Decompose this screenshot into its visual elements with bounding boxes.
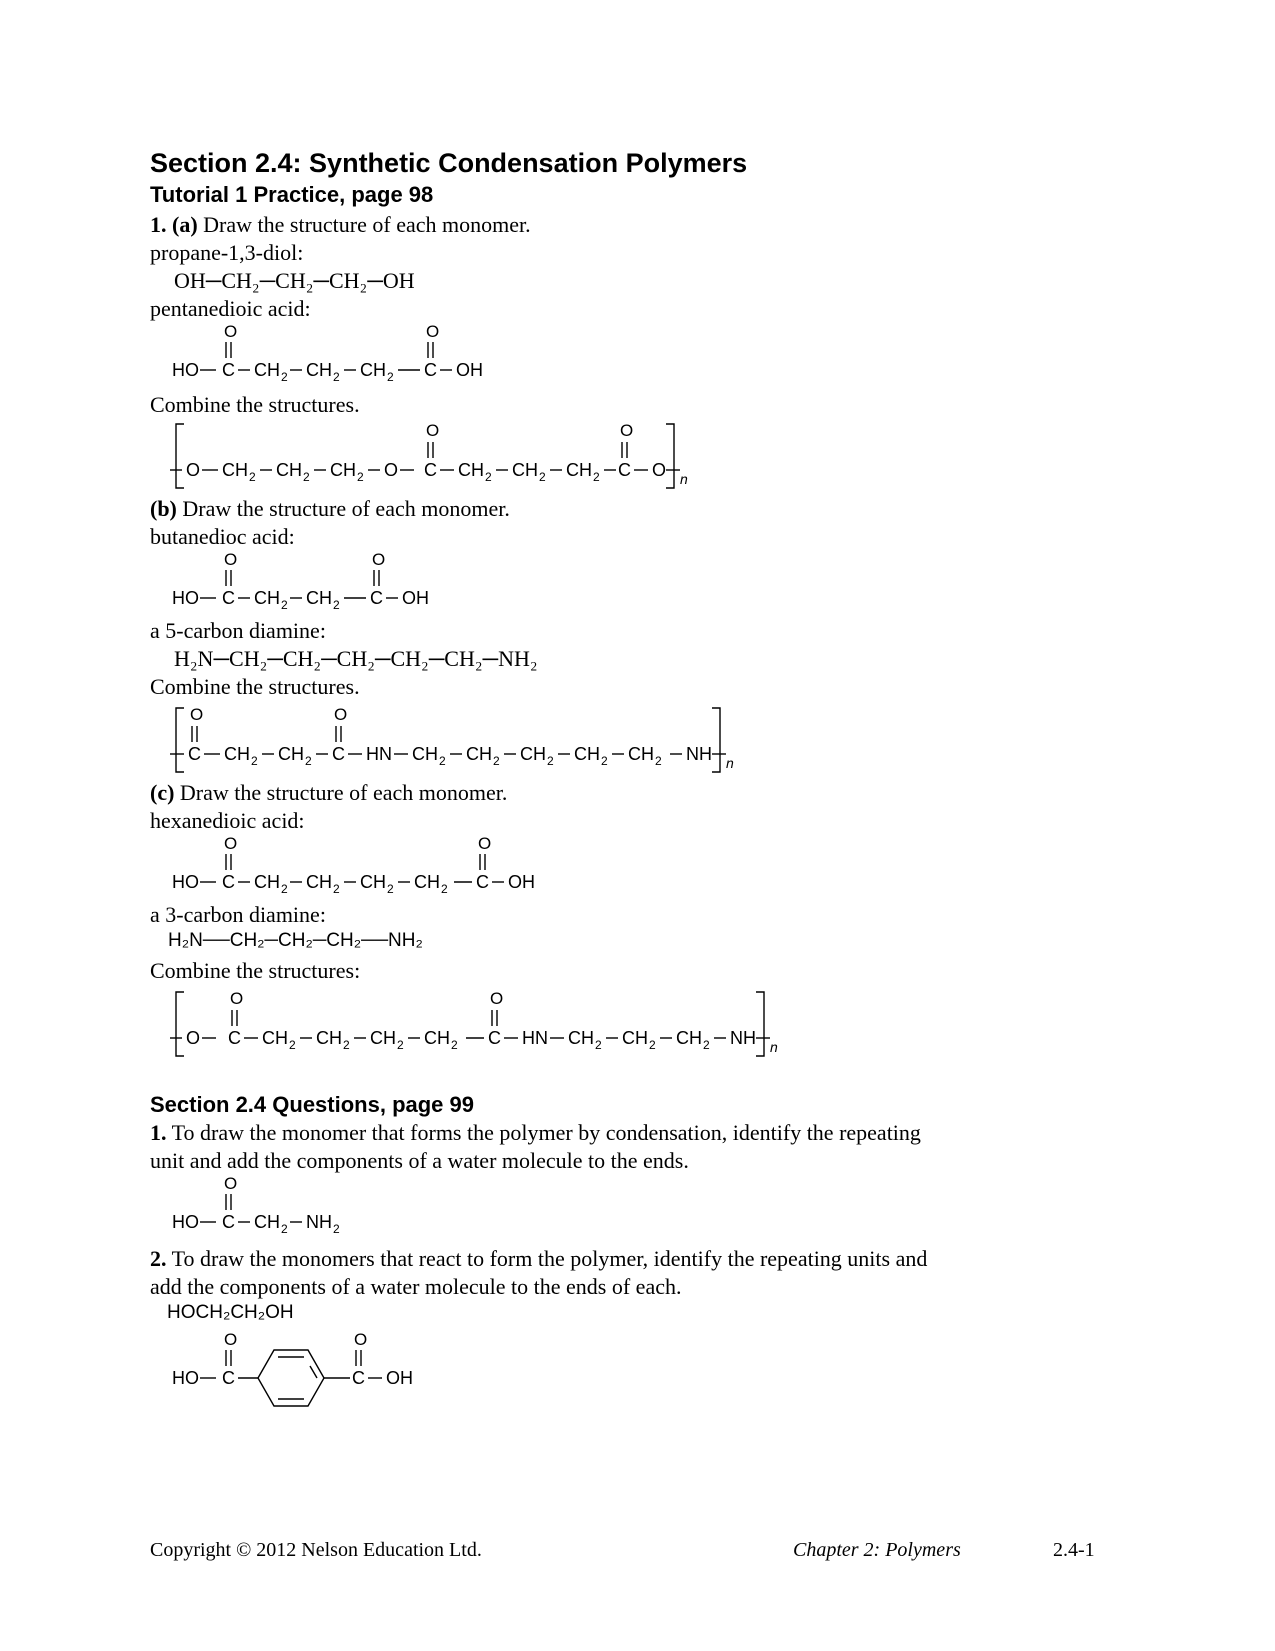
svg-text:C: C [618, 460, 631, 480]
q1-text-line1: To draw the monomer that forms the polymer by condensation, identify the repeating [171, 1120, 921, 1145]
svg-text:2: 2 [343, 1038, 350, 1052]
svg-text:C: C [222, 588, 235, 608]
part-a-label: 1. (a) [150, 212, 198, 237]
part-b-label: (b) [150, 496, 177, 521]
svg-text:CH: CH [276, 460, 302, 480]
svg-text:HO: HO [172, 1212, 199, 1232]
q2-label: 2. [150, 1246, 167, 1271]
diamine-3c-formula: H₂N──CH₂─CH₂─CH₂──NH₂ [168, 930, 423, 951]
diamine-5c-formula: H₂N─CH₂─CH₂─CH₂─CH₂─CH₂─NH₂ [174, 646, 538, 671]
svg-text:OH: OH [456, 360, 483, 380]
part-a-monomer1-name: propane-1,3-diol: [150, 240, 304, 265]
svg-text:CH: CH [566, 460, 592, 480]
svg-text:2: 2 [703, 1038, 710, 1052]
svg-text:O: O [478, 834, 492, 853]
svg-text:CH: CH [412, 744, 438, 764]
svg-text:2: 2 [485, 470, 492, 484]
svg-text:O: O [652, 460, 667, 480]
svg-text:O: O [224, 1330, 238, 1349]
svg-text:CH: CH [222, 460, 248, 480]
svg-text:CH: CH [520, 744, 546, 764]
svg-text:O: O [224, 1174, 238, 1193]
svg-text:O: O [426, 322, 440, 341]
svg-text:2: 2 [493, 754, 500, 768]
polyamide-c-structure [170, 986, 810, 1066]
footer-page-number: 2.4-1 [1053, 1539, 1095, 1561]
svg-text:O: O [186, 460, 201, 480]
svg-text:2: 2 [539, 470, 546, 484]
footer-chapter: Chapter 2: Polymers [793, 1539, 961, 1561]
part-a-combine: Combine the structures. [150, 392, 360, 417]
svg-text:CH: CH [574, 744, 600, 764]
svg-text:2: 2 [601, 754, 608, 768]
svg-text:2: 2 [649, 1038, 656, 1052]
svg-text:2: 2 [387, 882, 394, 896]
svg-text:HO: HO [172, 588, 199, 608]
benzene-ring [258, 1350, 324, 1406]
svg-text:NH: NH [306, 1212, 332, 1232]
part-c-heading [150, 780, 507, 806]
svg-text:C: C [222, 1212, 235, 1232]
svg-text:C: C [222, 360, 235, 380]
svg-text:CH: CH [306, 872, 332, 892]
svg-text:2: 2 [547, 754, 554, 768]
svg-text:NH: NH [686, 744, 712, 764]
svg-text:OH: OH [402, 588, 429, 608]
svg-text:CH: CH [306, 360, 332, 380]
svg-text:n: n [726, 755, 734, 771]
svg-text:CH: CH [224, 744, 250, 764]
svg-text:2: 2 [333, 1222, 340, 1236]
svg-text:HO: HO [172, 1368, 199, 1388]
svg-text:2: 2 [281, 370, 288, 384]
svg-text:n: n [770, 1039, 778, 1055]
svg-text:CH: CH [466, 744, 492, 764]
section-title: Section 2.4: Synthetic Condensation Polymers [150, 148, 748, 178]
svg-text:OH: OH [508, 872, 535, 892]
svg-text:2: 2 [281, 882, 288, 896]
svg-text:O: O [230, 989, 244, 1008]
part-c-monomer2-name: a 3-carbon diamine: [150, 902, 326, 927]
svg-text:C: C [424, 360, 437, 380]
svg-text:C: C [424, 460, 437, 480]
part-b-instruction: Draw the structure of each monomer. [182, 496, 510, 521]
svg-text:CH: CH [414, 872, 440, 892]
svg-text:C: C [228, 1028, 241, 1048]
svg-text:CH: CH [676, 1028, 702, 1048]
svg-text:2: 2 [249, 470, 256, 484]
svg-text:CH: CH [254, 872, 280, 892]
svg-text:C: C [352, 1368, 365, 1388]
svg-text:CH: CH [306, 588, 332, 608]
svg-text:HO: HO [172, 360, 199, 380]
part-c-instruction: Draw the structure of each monomer. [179, 780, 508, 805]
svg-text:C: C [370, 588, 383, 608]
svg-text:CH: CH [512, 460, 538, 480]
svg-text:CH: CH [370, 1028, 396, 1048]
part-b-monomer1-name: butanedioc acid: [150, 524, 295, 549]
terephthalic-acid-structure [160, 1328, 440, 1418]
pentanedioic-acid-structure [160, 320, 500, 386]
part-c-combine: Combine the structures: [150, 958, 361, 983]
svg-text:HN: HN [366, 744, 392, 764]
svg-text:O: O [186, 1028, 201, 1048]
svg-text:CH: CH [568, 1028, 594, 1048]
part-c-monomer1-name: hexanedioic acid: [150, 808, 305, 833]
svg-text:CH: CH [254, 360, 280, 380]
butanedioic-acid-structure [160, 548, 460, 614]
svg-text:CH: CH [360, 360, 386, 380]
part-b-combine: Combine the structures. [150, 674, 360, 699]
svg-text:2: 2 [303, 470, 310, 484]
svg-text:n: n [680, 471, 688, 487]
svg-text:2: 2 [357, 470, 364, 484]
part-b-heading [150, 496, 510, 522]
svg-text:C: C [332, 744, 345, 764]
svg-text:O: O [224, 550, 238, 569]
svg-text:2: 2 [593, 470, 600, 484]
hexanedioic-acid-structure [160, 832, 560, 898]
svg-text:2: 2 [451, 1038, 458, 1052]
svg-text:C: C [222, 1368, 235, 1388]
polyester-a-structure [170, 418, 730, 498]
svg-text:HO: HO [172, 872, 199, 892]
propanediol-formula: OH─CH₂─CH₂─CH₂─OH [174, 268, 415, 293]
svg-text:O: O [224, 322, 238, 341]
q1-label: 1. [150, 1120, 167, 1145]
svg-text:OH: OH [386, 1368, 413, 1388]
svg-text:NH: NH [730, 1028, 756, 1048]
svg-text:CH: CH [424, 1028, 450, 1048]
svg-text:CH: CH [330, 460, 356, 480]
svg-text:C: C [488, 1028, 501, 1048]
svg-text:2: 2 [595, 1038, 602, 1052]
svg-text:C: C [188, 744, 201, 764]
svg-text:CH: CH [628, 744, 654, 764]
footer-copyright: Copyright © 2012 Nelson Education Ltd. [150, 1539, 482, 1561]
glycine-structure [160, 1172, 380, 1238]
svg-text:CH: CH [316, 1028, 342, 1048]
svg-text:O: O [426, 421, 440, 440]
svg-text:O: O [372, 550, 386, 569]
svg-text:O: O [190, 705, 204, 724]
svg-text:CH: CH [622, 1028, 648, 1048]
svg-text:2: 2 [281, 598, 288, 612]
svg-text:2: 2 [333, 370, 340, 384]
svg-text:2: 2 [387, 370, 394, 384]
part-b-monomer2-name: a 5-carbon diamine: [150, 618, 326, 643]
svg-text:O: O [490, 989, 504, 1008]
part-a-monomer2-name: pentanedioic acid: [150, 296, 311, 321]
svg-text:C: C [222, 872, 235, 892]
part-a-heading [150, 212, 531, 238]
svg-text:CH: CH [262, 1028, 288, 1048]
tutorial-title: Tutorial 1 Practice, page 98 [150, 182, 434, 207]
svg-text:O: O [620, 421, 634, 440]
questions-title: Section 2.4 Questions, page 99 [150, 1092, 474, 1117]
svg-text:C: C [476, 872, 489, 892]
svg-text:2: 2 [333, 598, 340, 612]
polyamide-b-structure [170, 702, 770, 782]
ethylene-glycol-formula: HOCH₂CH₂OH [167, 1302, 294, 1323]
q2-text-line1: To draw the monomers that react to form the polymer, identify the repeating units and [171, 1246, 928, 1271]
svg-text:CH: CH [254, 588, 280, 608]
svg-text:2: 2 [251, 754, 258, 768]
svg-text:O: O [334, 705, 348, 724]
svg-text:O: O [384, 460, 399, 480]
part-c-label: (c) [150, 780, 175, 805]
svg-text:2: 2 [655, 754, 662, 768]
svg-text:2: 2 [281, 1222, 288, 1236]
svg-text:CH: CH [278, 744, 304, 764]
svg-text:2: 2 [397, 1038, 404, 1052]
q2-text-line2: add the components of a water molecule to the ends of each. [150, 1274, 682, 1299]
q1-line1 [150, 1120, 921, 1146]
svg-text:CH: CH [360, 872, 386, 892]
svg-text:O: O [354, 1330, 368, 1349]
q2-line1 [150, 1246, 927, 1272]
svg-text:2: 2 [439, 754, 446, 768]
svg-text:CH: CH [254, 1212, 280, 1232]
q1-text-line2: unit and add the components of a water molecule to the ends. [150, 1148, 689, 1173]
svg-text:2: 2 [289, 1038, 296, 1052]
svg-text:HN: HN [522, 1028, 548, 1048]
svg-text:CH: CH [458, 460, 484, 480]
part-a-instruction: Draw the structure of each monomer. [203, 212, 531, 237]
svg-text:O: O [224, 834, 238, 853]
svg-text:2: 2 [305, 754, 312, 768]
svg-text:2: 2 [441, 882, 448, 896]
svg-text:2: 2 [333, 882, 340, 896]
